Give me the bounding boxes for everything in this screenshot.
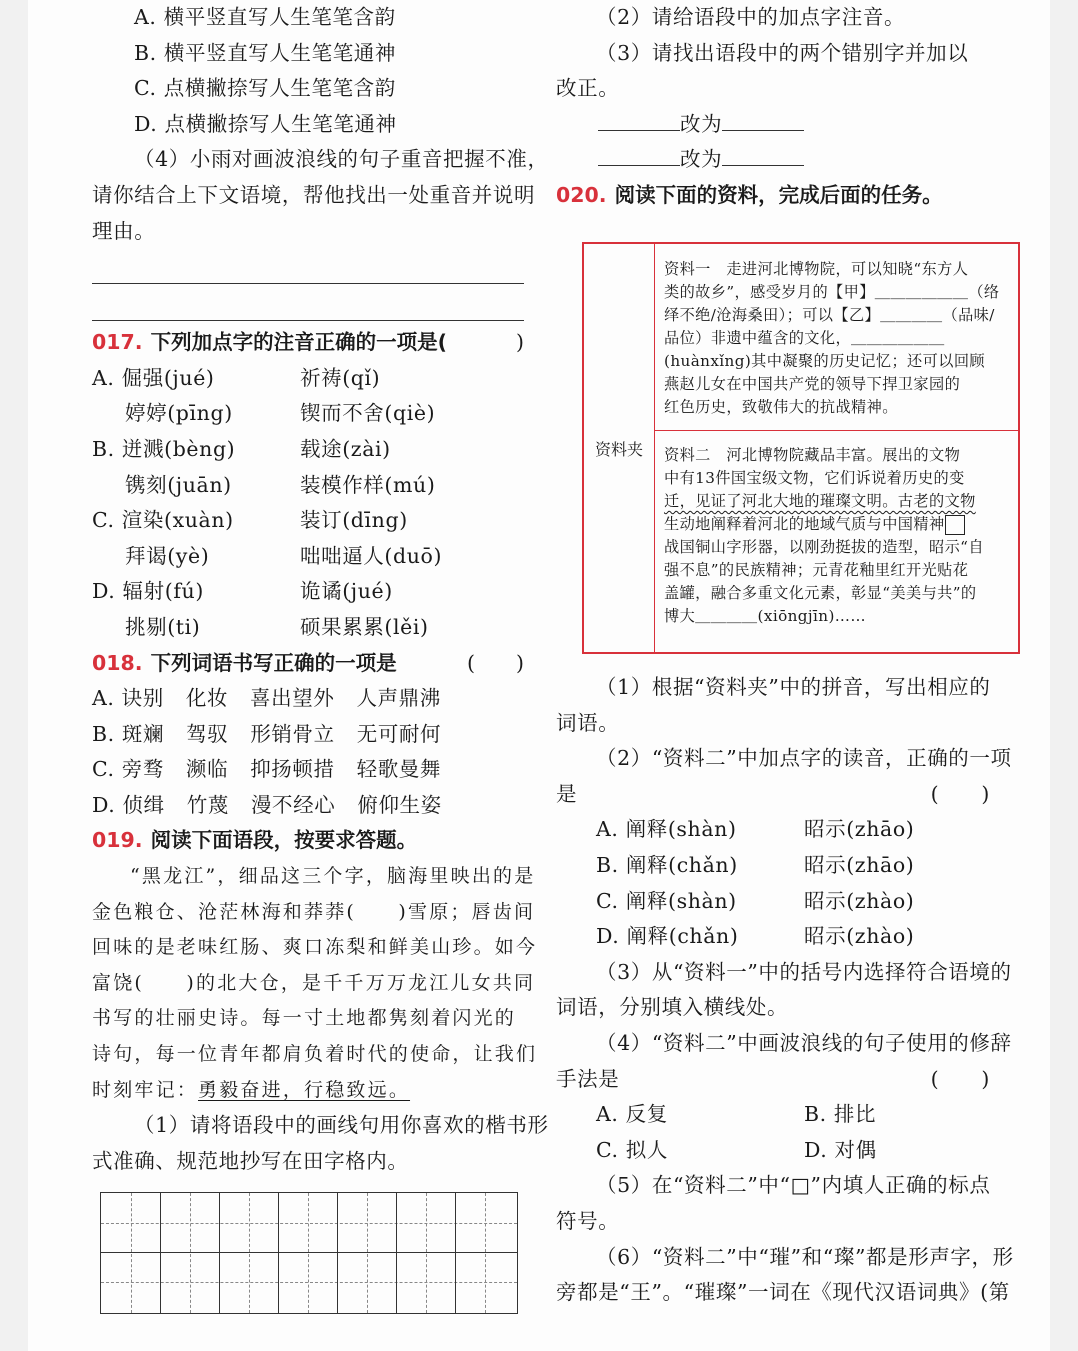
question-020-heading <box>556 178 1020 214</box>
q20-2-option <box>556 884 1020 920</box>
option-d: D. 点横撇捺写人生笔笔通神 <box>134 111 397 136</box>
answer-line[interactable] <box>92 249 524 284</box>
grid-col-divider <box>455 1193 456 1313</box>
q17-item: 婷婷(pīng) <box>125 401 233 426</box>
q17-item: 拜谒(yè) <box>125 543 210 568</box>
worksheet-page <box>28 0 1050 1351</box>
material-line-wavy: 迁，见证了河北大地的璀璨文明。古老的文物 <box>664 492 976 510</box>
q17-item: 诡谲(jué) <box>300 579 393 604</box>
q20-1-line2: 词语。 <box>556 710 620 735</box>
q19-2: （2）请给语段中的加点字注音。 <box>596 5 906 29</box>
q20-4-text: 手法是 <box>556 1066 620 1091</box>
q17-item: D. 辐射(fú) <box>92 579 204 604</box>
q20-2-item: 昭示(zhāo) <box>804 817 915 842</box>
q18-row <box>92 681 554 717</box>
material-line: 红色历史，致敬伟大的抗战精神。 <box>664 398 898 416</box>
q17-row <box>92 361 554 397</box>
grid-dashed-line <box>131 1193 132 1313</box>
passage-line-last <box>92 1073 554 1109</box>
q18-word: 喜出望外 <box>250 686 335 711</box>
question-019-heading <box>92 823 554 859</box>
q18-word: 驾驭 <box>186 721 229 746</box>
q18-word: 人声鼎沸 <box>356 686 441 711</box>
q16-4-line1: （4）小雨对画波浪线的句子重音把握不准， <box>134 147 549 172</box>
right-column <box>556 0 1020 214</box>
right-column-lower <box>556 670 1020 1311</box>
q18-row <box>92 788 554 824</box>
material-two <box>664 444 1012 628</box>
q20-2-line1: （2）“资料二”中加点字的读音，正确的一项 <box>596 746 1012 771</box>
material-line: 绎不绝/沧海桑田）；可以【乙】＿＿＿＿（品味/ <box>664 306 995 324</box>
grid-dashed-line <box>367 1193 368 1313</box>
material-line: (huànxǐng)其中凝聚的历史记忆；还可以回顾 <box>664 352 985 370</box>
q18-word: 漫不经心 <box>250 792 336 817</box>
question-017-heading <box>92 325 524 361</box>
q18-word: 抑扬顿措 <box>250 757 335 782</box>
q20-4-item: D. 对偶 <box>804 1137 877 1162</box>
question-title: 下列加点字的注音正确的一项是( <box>150 330 447 355</box>
blank-correct[interactable] <box>722 143 804 166</box>
q20-3-line1: （3）从“资料一”中的括号内选择符合语境的 <box>596 959 1012 984</box>
q18-row <box>92 717 554 753</box>
q20-2-item: 昭示(zhào) <box>804 888 915 913</box>
q20-2-option <box>556 919 1020 955</box>
left-column <box>92 0 554 1179</box>
q17-row <box>92 468 554 504</box>
material-line: 博大＿＿＿＿(xiōngjīn)…… <box>664 607 866 625</box>
q17-item: 咄咄逼人(duō) <box>300 543 443 568</box>
q20-4-option <box>556 1133 1020 1169</box>
question-number: 019. <box>92 828 143 853</box>
q17-row <box>92 432 554 468</box>
q20-6-line1: （6）“资料二”中“璀”和“璨”都是形声字，形 <box>596 1244 1014 1269</box>
q20-4-line1: （4）“资料二”中画波浪线的句子使用的修辞 <box>596 1030 1012 1055</box>
question-number: 020. <box>556 182 607 207</box>
blank-wrong[interactable] <box>598 108 680 131</box>
grid-dashed-line <box>249 1193 250 1313</box>
q20-4-line2 <box>556 1062 990 1098</box>
q20-2-item: B. 阐释(chǎn) <box>596 852 738 877</box>
answer-paren: ( ) <box>930 781 990 806</box>
q20-4-item: B. 排比 <box>804 1102 877 1127</box>
grid-dashed-line <box>426 1193 427 1313</box>
material-line: 战国铜山字形器，以刚劲挺拔的造型，昭示“自 <box>664 538 984 556</box>
q20-5-line1: （5）在“资料二”中“□”内填人正确的标点 <box>596 1173 991 1198</box>
q17-item: 祈祷(qǐ) <box>300 365 381 390</box>
q18-word: C. 旁骛 <box>92 757 164 782</box>
q18-word: 俯仰生姿 <box>357 792 442 817</box>
q17-item: 挑剔(ti) <box>125 614 201 639</box>
q20-2-line2 <box>556 777 990 813</box>
grid-dashed-line <box>190 1193 191 1313</box>
q17-row <box>92 503 554 539</box>
question-018-heading <box>92 646 524 682</box>
correction-row <box>556 107 1020 143</box>
question-title: 阅读下面语段，按要求答题。 <box>150 828 418 853</box>
q16-4-line3: 理由。 <box>92 218 156 243</box>
grid-dashed-line <box>308 1193 309 1313</box>
q17-item: C. 渲染(xuàn) <box>92 508 234 533</box>
q17-row <box>92 610 554 646</box>
q18-word: D. 侦缉 <box>92 792 165 817</box>
grid-col-divider <box>396 1193 397 1313</box>
q20-2-option <box>556 848 1020 884</box>
tianzige-grid[interactable] <box>100 1192 518 1314</box>
material-folder-box <box>582 242 1020 654</box>
q17-item: B. 迸溅(bèng) <box>92 436 236 461</box>
q17-row <box>92 396 554 432</box>
option-c: C. 点横撇捺写人生笔笔含韵 <box>134 76 396 101</box>
material-line: 中有13件国宝级文物，它们诉说着历史的变 <box>664 469 965 487</box>
q18-word: 濒临 <box>186 757 229 782</box>
q17-item: 镌刻(juān) <box>125 472 232 497</box>
q20-2-item: D. 阐释(chǎn) <box>596 924 739 949</box>
question-number: 017. <box>92 330 143 355</box>
q17-item: 装模作样(mú) <box>300 472 436 497</box>
q20-6-line2: 旁都是“王”。“璀璨”一词在《现代汉语词典》(第 <box>556 1280 1010 1305</box>
option-b: B. 横平竖直写人生笔笔通神 <box>134 40 396 65</box>
question-title: 阅读下面的资料，完成后面的任务。 <box>614 182 943 207</box>
blank-wrong[interactable] <box>598 143 680 166</box>
q17-item: 载途(zài) <box>300 436 391 461</box>
folder-label: 资料夹 <box>584 244 655 652</box>
q18-word: 竹蔑 <box>186 792 229 817</box>
q18-word: 无可耐何 <box>356 721 442 746</box>
q17-row <box>92 539 554 575</box>
q17-item: 装订(dīng) <box>300 508 408 533</box>
material-line: 资料一 走进河北博物院，可以知晓“东方人 <box>664 260 969 278</box>
q20-4-item: A. 反复 <box>596 1102 668 1127</box>
material-line: 品位）非遗中蕴含的文化，＿＿＿＿＿＿ <box>664 329 945 347</box>
material-text: 生动地阐释着河北的地域气质与中国精神 <box>664 515 945 533</box>
correction-row <box>556 142 1020 178</box>
grid-col-divider <box>219 1193 220 1313</box>
q20-4-option <box>556 1097 1020 1133</box>
q20-4-item: C. 拟人 <box>596 1137 668 1162</box>
grid-col-divider <box>337 1193 338 1313</box>
q18-word: A. 诀别 <box>92 686 164 711</box>
blank-correct[interactable] <box>722 108 804 131</box>
q20-2-item: C. 阐释(shàn) <box>596 888 737 913</box>
question-number: 018. <box>92 650 143 675</box>
q18-word: 化妆 <box>185 686 229 711</box>
q20-5-line2: 符号。 <box>556 1208 620 1233</box>
q20-2-option <box>556 812 1020 848</box>
grid-col-divider <box>160 1193 161 1313</box>
q18-word: B. 斑斓 <box>92 721 165 746</box>
q20-3-line2: 词语，分别填入横线处。 <box>556 995 789 1020</box>
underlined-sentence: 勇毅奋进，行稳致远。 <box>198 1078 411 1101</box>
passage-line: 书写的壮丽史诗。每一寸土地都隽刻着闪光的 <box>92 1007 517 1030</box>
passage-line: 金色粮仓、沧茫林海和莽莽( )雪原；唇齿间 <box>92 900 536 923</box>
q20-1-line1: （1）根据“资料夹”中的拼音，写出相应的 <box>596 675 991 699</box>
q17-item: 硕果累累(lěi) <box>300 614 429 639</box>
q20-2-item: A. 阐释(shàn) <box>596 817 737 842</box>
passage-line: 回味的是老味红肠、爽口冻梨和鲜美山珍。如今 <box>92 936 538 959</box>
answer-line[interactable] <box>92 284 524 321</box>
q17-item: A. 倔强(jué) <box>92 365 215 390</box>
change-to-label: 改为 <box>680 147 723 172</box>
change-to-label: 改为 <box>680 111 723 136</box>
passage-line: “黑龙江”，细品这三个字，脑海里映出的是 <box>130 865 536 888</box>
material-line: 燕赵儿女在中国共产党的领导下捍卫家园的 <box>664 375 961 393</box>
material-divider <box>654 430 1018 431</box>
q19-3-line1: （3）请找出语段中的两个错别字并加以 <box>596 40 969 65</box>
q16-4-line2: 请你结合上下文语境，帮他找出一处重音并说明 <box>92 182 536 207</box>
q18-word: 轻歌曼舞 <box>356 757 442 782</box>
answer-paren: ( ) <box>930 1066 990 1091</box>
question-title: 下列词语书写正确的一项是 <box>150 650 397 675</box>
material-line: 资料二 河北博物院藏品丰富。展出的文物 <box>664 446 961 464</box>
material-line: 盖罐，融合多重文化元素，彰显“美美与共”的 <box>664 584 977 602</box>
option-a: A. 横平竖直写人生笔笔含韵 <box>134 5 396 29</box>
grid-col-divider <box>278 1193 279 1313</box>
q20-2-text: 是 <box>556 781 578 806</box>
q19-1-line2: 式准确、规范地抄写在田字格内。 <box>92 1148 409 1173</box>
q19-3-line2: 改正。 <box>556 76 620 101</box>
answer-paren: ) <box>516 330 524 355</box>
q17-row <box>92 574 554 610</box>
q20-2-item: 昭示(zhào) <box>804 924 915 949</box>
material-line <box>664 513 1012 536</box>
grid-dashed-line <box>485 1193 486 1313</box>
punctuation-box[interactable] <box>945 515 965 535</box>
q19-1-line1: （1）请将语段中的画线句用你喜欢的楷书形 <box>134 1113 549 1138</box>
material-line: 强不息”的民族精神；元青花釉里红开光贴花 <box>664 561 969 579</box>
passage-text: 时刻牢记： <box>92 1078 199 1101</box>
material-line: 类的故乡”，感受岁月的【甲】＿＿＿＿＿＿（络 <box>664 283 1000 301</box>
q20-2-item: 昭示(zhāo) <box>804 852 915 877</box>
q18-row <box>92 752 554 788</box>
passage-line: 富饶( )的北大仓，是千千万万龙江儿女共同 <box>92 971 536 994</box>
answer-paren: ( ) <box>467 650 524 675</box>
material-one <box>664 258 1012 419</box>
passage-line: 诗句，每一位青年都肩负着时代的使命，让我们 <box>92 1043 538 1066</box>
q17-item: 锲而不舍(qiè) <box>300 401 436 426</box>
q18-word: 形销骨立 <box>250 721 335 746</box>
